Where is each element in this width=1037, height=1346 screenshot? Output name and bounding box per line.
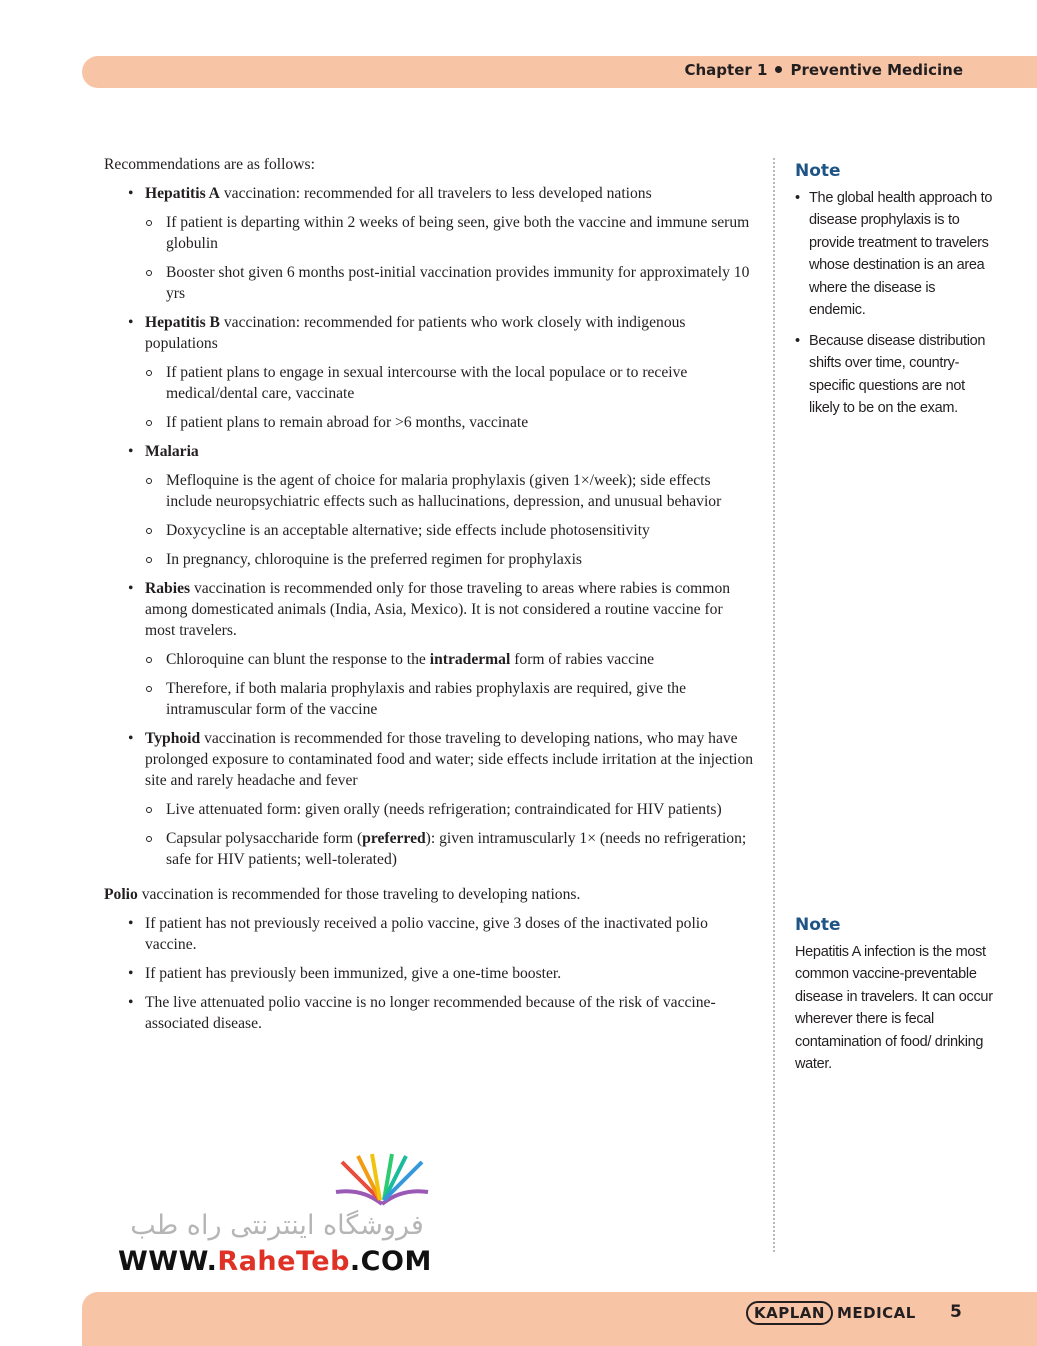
note-item: • Because disease distribution shifts over time, country-specific questions are not likely to be on the exam. <box>795 330 995 420</box>
term: Hepatitis B <box>145 314 220 331</box>
term: Typhoid <box>145 730 201 747</box>
sub-item: In pregnancy, chloroquine is the preferred regimen for prophylaxis <box>145 549 756 570</box>
site-brand: RaheTeb <box>217 1246 350 1277</box>
sub-item: Mefloquine is the agent of choice for malaria prophylaxis (given 1×/week); side effects include neuropsychiatric effects such as hallucinations, depression, and unusual behavior <box>145 470 756 512</box>
list-item-malaria <box>104 441 756 570</box>
chapter-title: Preventive Medicine <box>790 61 963 79</box>
term: Hepatitis A <box>145 185 220 202</box>
term: Polio <box>104 886 138 903</box>
sub-item <box>145 649 756 670</box>
sub-item: Booster shot given 6 months post-initial vaccination provides immunity for approximately 10 yrs <box>145 262 756 304</box>
text-span: form of rabies vaccine <box>510 651 655 668</box>
item-text: vaccination is recommended for those traveling to developing nations, who may have prolonged exposure to contaminated food and water; side effects include irritation at the injection site and rarely headache and fever <box>145 730 754 789</box>
brand-kaplan: KAPLAN <box>746 1301 833 1325</box>
brand-medical: MEDICAL <box>836 1304 916 1322</box>
book-logo-icon <box>322 1152 442 1208</box>
sub-item: If patient plans to remain abroad for >6 months, vaccinate <box>145 412 756 433</box>
list-item: • The live attenuated polio vaccine is no longer recommended because of the risk of vaccine-associated disease. <box>104 992 756 1034</box>
header-bar <box>82 56 1037 88</box>
running-header <box>685 61 964 79</box>
list-item: • If patient has not previously received a polio vaccine, give 3 doses of the inactivated polio vaccine. <box>104 913 756 955</box>
bold-term: preferred <box>362 830 426 847</box>
recommendations-list <box>104 183 756 870</box>
item-text: vaccination: recommended for all travelers to less developed nations <box>219 185 652 202</box>
sub-item: If patient is departing within 2 weeks of being seen, give both the vaccine and immune serum globulin <box>145 212 756 254</box>
chapter-label: Chapter 1 <box>684 61 768 79</box>
publisher-logo <box>746 1304 916 1322</box>
text-span: ): given intramuscularly 1× (needs no refrigeration; safe for HIV patients; well-tolerated) <box>166 830 747 868</box>
sidebar-note-2 <box>795 914 995 1076</box>
column-divider <box>773 158 775 1252</box>
footer-bar <box>82 1292 1037 1346</box>
item-text: vaccination: recommended for patients who work closely with indigenous populations <box>145 314 686 352</box>
list-item-hepatitis-b <box>104 312 756 433</box>
site-prefix: WWW. <box>118 1246 218 1277</box>
main-content <box>104 154 756 1042</box>
intro-text: Recommendations are as follows: <box>104 156 315 173</box>
polio-paragraph <box>104 884 756 905</box>
watermark <box>112 1148 452 1288</box>
polio-list <box>104 913 756 1034</box>
sub-item <box>145 828 756 870</box>
term: Malaria <box>145 443 199 460</box>
sidebar-note-1 <box>795 160 995 428</box>
item-text: vaccination is recommended for those traveling to developing nations. <box>137 886 581 903</box>
bold-term: intradermal <box>429 651 511 668</box>
list-item: • If patient has previously been immunized, give a one-time booster. <box>104 963 756 984</box>
page-number: 5 <box>950 1302 962 1322</box>
note-item: • The global health approach to disease prophylaxis is to provide treatment to travelers whose destination is an area where the disease is endemic. <box>795 187 995 322</box>
note-text: Hepatitis A infection is the most common vaccine-preventable disease in travelers. It can occur wherever there is fecal contamination of food/ drinking water. <box>795 943 993 1072</box>
item-text: vaccination is recommended only for those traveling to areas where rabies is common among domesticated animals (India, Asia, Mexico). It is not considered a routine vaccine for most travelers. <box>145 580 731 639</box>
text-span: Capsular polysaccharide form ( <box>166 830 363 847</box>
list-item-hepatitis-a <box>104 183 756 304</box>
list-item-rabies <box>104 578 756 720</box>
sub-item: Live attenuated form: given orally (needs refrigeration; contraindicated for HIV patients) <box>145 799 756 820</box>
bullet-dot <box>775 66 782 73</box>
sub-item: If patient plans to engage in sexual intercourse with the local populace or to receive medical/dental care, vaccinate <box>145 362 756 404</box>
note-title: Note <box>795 915 841 935</box>
sub-item: Therefore, if both malaria prophylaxis and rabies prophylaxis are required, give the intramuscular form of the vaccine <box>145 678 756 720</box>
watermark-site <box>118 1246 432 1277</box>
text-span: Chloroquine can blunt the response to the <box>166 651 430 668</box>
site-suffix: .COM <box>349 1246 432 1277</box>
list-item-typhoid <box>104 728 756 870</box>
sub-item: Doxycycline is an acceptable alternative; side effects include photosensitivity <box>145 520 756 541</box>
watermark-persian: فروشگاه اینترنتی راه طب <box>130 1210 424 1241</box>
term: Rabies <box>145 580 191 597</box>
note-title: Note <box>795 161 841 181</box>
